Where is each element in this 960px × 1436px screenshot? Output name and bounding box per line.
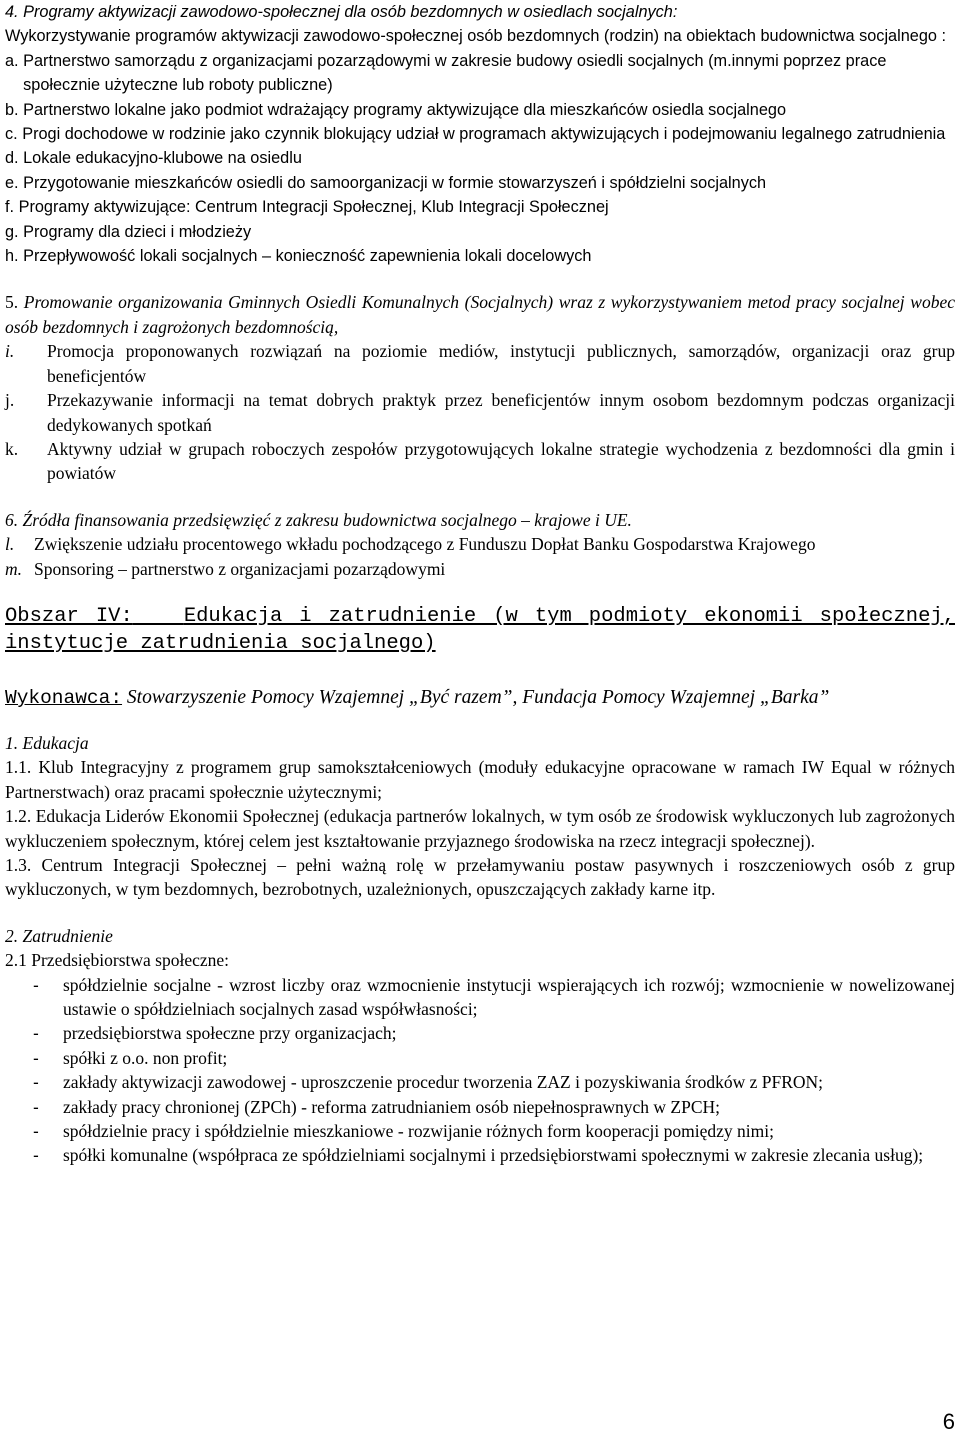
list-item-label: c. xyxy=(5,125,18,144)
list-item-text: Przepływowość lokali socjalnych – konieczność zapewnienia lokali docelowych xyxy=(23,247,592,266)
list-item xyxy=(5,1119,955,1143)
area-heading xyxy=(5,603,955,657)
list-item-text: Zwiększenie udziału procentowego wkładu pochodzącego z Funduszu Dopłat Banku Gospodarstwa Krajowego xyxy=(34,534,816,555)
list-item-label: e. xyxy=(5,173,19,192)
list-item xyxy=(5,1070,955,1094)
page-number: 6 xyxy=(942,1408,955,1434)
list-item-label: a. xyxy=(5,51,19,70)
contractor xyxy=(5,685,955,711)
section-6 xyxy=(5,508,955,581)
education-paragraph: 1.3. Centrum Integracji Społecznej – pełni ważną rolę w przełamywaniu postaw pasywnych i roszczeniowych osób z grup wykluczonych, w tym bezdomnych, bezrobotnych, uzależnionych, opuszczających zakłady karne itp. xyxy=(5,854,955,900)
list-item xyxy=(5,1095,955,1119)
list-item-text: Partnerstwo lokalne jako podmiot wdrażający programy aktywizujące dla mieszkańców osiedla socjalnego xyxy=(23,100,786,119)
list-item-text: Partnerstwo samorządu z organizacjami pozarządowymi w zakresie budowy osiedli socjalnych (m.innymi poprzez prace społecznie użyteczne lub roboty publiczne) xyxy=(23,51,887,95)
section-4-intro: Wykorzystywanie programów aktywizacji zawodowo-społecznej osób bezdomnych (rodzin) na obiektach budownictwa socjalnego : xyxy=(5,27,946,46)
list-item xyxy=(5,339,955,388)
list-item-text: Aktywny udział w grupach roboczych zespołów przygotowujących lokalne strategie wychodzenia z bezdomności dla gmin i powiatów xyxy=(47,438,955,484)
employment-title: 2. Zatrudnienie xyxy=(5,925,113,946)
employment-subtitle: 2.1 Przedsiębiorstwa społeczne: xyxy=(5,950,230,971)
list-item-label: h. xyxy=(5,247,19,266)
list-item xyxy=(5,437,955,486)
list-item xyxy=(5,244,955,268)
list-item-label: k. xyxy=(5,438,19,459)
list-item-text: Przekazywanie informacji na temat dobrych praktyk przez beneficjentów innym osobom bezdomnym podczas organizacji dedykowanych spotkań xyxy=(47,390,955,435)
list-item-text: Programy dla dzieci i młodzieży xyxy=(23,222,252,241)
education-title: 1. Edukacja xyxy=(5,732,89,753)
list-item xyxy=(5,171,955,195)
dash-bullet: - xyxy=(33,1121,39,1142)
dash-bullet: - xyxy=(33,974,39,995)
list-item xyxy=(5,532,955,556)
list-item xyxy=(5,146,955,170)
section-5-title-text: Promowanie organizowania Gminnych Osiedli Komunalnych (Socjalnych) wraz z wykorzystywaniem metod pracy socjalnej wobec osób bezdomnych i zagrożonych bezdomnością, xyxy=(5,292,955,337)
dash-bullet: - xyxy=(33,1096,39,1117)
list-item-label: j. xyxy=(5,390,15,411)
area-heading-label: Obszar IV: xyxy=(5,604,133,628)
list-item-text: spółki komunalne (współpraca ze spółdzielniami socjalnymi i przedsiębiorstwami społecznymi w zakresie zlecania usług); xyxy=(63,1145,924,1166)
dash-bullet: - xyxy=(33,1072,39,1093)
list-item-text: spółki z o.o. non profit; xyxy=(63,1047,228,1068)
section-5-title xyxy=(5,290,955,339)
section-4-title: 4. Programy aktywizacji zawodowo-społecznej dla osób bezdomnych w osiedlach socjalnych: xyxy=(5,3,678,21)
list-item-text: zakłady pracy chronionej (ZPCh) - reforma zatrudnianiem osób niepełnosprawnych w ZPCH; xyxy=(63,1096,721,1117)
list-item xyxy=(5,195,955,219)
list-item-label: b. xyxy=(5,100,19,119)
section-5-number: 5. xyxy=(5,292,19,313)
list-item xyxy=(5,1021,955,1045)
list-item xyxy=(5,220,955,244)
education-section xyxy=(5,731,955,902)
list-item-text: spółdzielnie pracy i spółdzielnie mieszkaniowe - rozwijanie różnych form kooperacji pomiędzy nimi; xyxy=(63,1121,774,1142)
list-item-text: Sponsoring – partnerstwo z organizacjami pozarządowymi xyxy=(34,558,446,579)
list-item-text: Lokale edukacyjno-klubowe na osiedlu xyxy=(23,149,302,168)
dash-bullet: - xyxy=(33,1023,39,1044)
list-item-text: przedsiębiorstwa społeczne przy organizacjach; xyxy=(63,1023,397,1044)
list-item xyxy=(5,1143,955,1167)
spacer xyxy=(5,902,955,924)
dash-bullet: - xyxy=(33,1145,39,1166)
spacer xyxy=(5,657,955,685)
list-item-text: Promocja proponowanych rozwiązań na poziomie mediów, instytucji publicznych, samorządów, organizacji oraz grup beneficjentów xyxy=(47,341,955,386)
list-item xyxy=(5,1046,955,1070)
list-item-text: Przygotowanie mieszkańców osiedli do samoorganizacji w formie stowarzyszeń i spółdzielni socjalnych xyxy=(23,173,767,192)
spacer xyxy=(5,268,955,290)
section-5 xyxy=(5,290,955,485)
list-item-text: Programy aktywizujące: Centrum Integracji Społecznej, Klub Integracji Społecznej xyxy=(18,198,609,217)
list-item-label: l. xyxy=(5,534,15,555)
spacer xyxy=(5,486,955,508)
list-item-text: spółdzielnie socjalne - wzrost liczby oraz wzmocnienie instytucji wspierających ich rozwój; wzmocnienie w nowelizowanej ustawie o spółdzielniach socjalnych zasad współwłasności; xyxy=(63,974,955,1019)
spacer xyxy=(5,581,955,603)
list-item xyxy=(5,49,955,98)
list-item-label: f. xyxy=(5,198,15,217)
section-4 xyxy=(5,0,955,268)
education-paragraph: 1.1. Klub Integracyjny z programem grup samokształceniowych (moduły edukacyjne opracowane w ramach IW Equal w różnych Partnerstwach) oraz pracami społecznie użytecznymi; xyxy=(5,757,955,802)
contractor-text: Stowarzyszenie Pomocy Wzajemnej „Być razem”, Fundacja Pomocy Wzajemnej „Barka” xyxy=(126,686,830,708)
list-item-text: zakłady aktywizacji zawodowej - uproszczenie procedur tworzenia ZAZ i pozyskiwania środków z PFRON; xyxy=(63,1072,824,1093)
employment-section xyxy=(5,924,955,1168)
list-item xyxy=(5,122,955,146)
list-item-text: Progi dochodowe w rodzinie jako czynnik blokujący udział w programach aktywizujących i podejmowaniu legalnego zatrudnienia xyxy=(22,125,946,144)
list-item xyxy=(5,98,955,122)
list-item xyxy=(5,557,955,581)
list-item-label: g. xyxy=(5,222,19,241)
list-item xyxy=(5,973,955,1022)
education-paragraph: 1.2. Edukacja Liderów Ekonomii Społecznej (edukacja partnerów lokalnych, w tym osób ze środowisk wykluczonych lub zagrożonych wykluczeniem społecznym, której celem jest kształtowanie przyjaznego środowiska na rzecz integracji społecznej). xyxy=(5,806,955,851)
area-heading-title: Edukacja i zatrudnienie (w tym podmioty ekonomii społecznej, instytucje zatrudnienia socjalnego) xyxy=(5,604,955,655)
contractor-label: Wykonawca: xyxy=(5,686,123,709)
section-6-title: 6. Źródła finansowania przedsięwzięć z zakresu budownictwa socjalnego – krajowe i UE. xyxy=(5,509,632,530)
list-item-label: m. xyxy=(5,558,23,579)
list-item xyxy=(5,388,955,437)
spacer xyxy=(5,711,955,731)
dash-bullet: - xyxy=(33,1047,39,1068)
list-item-label: i. xyxy=(5,341,15,362)
list-item-label: d. xyxy=(5,149,19,168)
